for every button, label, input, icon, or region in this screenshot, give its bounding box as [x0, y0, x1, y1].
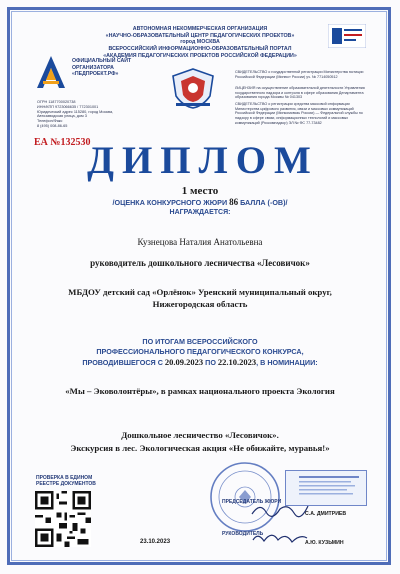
site-line: «ПЕДПРОЕКТ.РФ»: [72, 71, 119, 77]
recipient-position: руководитель дошкольного лесничества «Лесовичок»: [90, 258, 310, 268]
gov-services-logo-icon: [328, 24, 366, 48]
recipient-name: Кузнецова Наталия Анатольевна: [137, 237, 263, 247]
director-name: А.Ю. КУЗЬМИН: [305, 540, 344, 546]
header-line: АВТОНОМНАЯ НЕКОММЕРЧЕСКАЯ ОРГАНИЗАЦИЯ: [132, 26, 268, 32]
org-info-line: 8 (495) 008-86-65: [37, 123, 68, 128]
official-seal-icon: [208, 460, 282, 534]
work-title: Дошкольное лесничество «Лесовичок».: [121, 430, 279, 440]
registry-check-label: [36, 475, 136, 487]
nomination: «Мы – Эковолонтёры», в рамках национального проекта Экология: [65, 386, 335, 396]
official-site-label: [72, 58, 167, 78]
jury-chair-label: ПРЕДСЕДАТЕЛЬ ЖЮРИ: [222, 499, 282, 505]
dates-suffix: , В НОМИНАЦИИ:: [256, 358, 318, 367]
check-line: ПРОВЕРКА В ЕДИНОМ: [36, 475, 93, 481]
org-info-line: Юридический адрес 115280, город Москва,: [37, 109, 114, 114]
header-line: ВСЕРОССИЙСКИЙ ИНФОРМАЦИОННО-ОБРАЗОВАТЕЛЬНЫЙ ПОРТАЛ: [108, 46, 292, 53]
jury-score: [60, 197, 340, 207]
organization-header: [100, 26, 300, 60]
place-label: 1 место: [181, 185, 219, 197]
document-title: ДИПЛОМ: [87, 139, 319, 182]
site-line: ОФИЦИАЛЬНЫЙ САЙТ: [72, 58, 132, 64]
org-info-line: Автозаводская улица, дом 3: [37, 114, 87, 119]
header-line: «НАУЧНО-ОБРАЗОВАТЕЛЬНЫЙ ЦЕНТР ПЕДАГОГИЧЕСКИХ ПРОЕКТОВ»: [105, 32, 295, 39]
dates-mid: ПО: [205, 358, 216, 367]
education-license: ЛИЦЕНЗИЯ на осуществление образовательной деятельности Управления государственного надзора и контроля в сфере образования Департамента образования города Москвы № 041303: [235, 86, 365, 100]
org-info-line: Телефон/Факс: [37, 119, 63, 124]
emblem-icon: [168, 66, 218, 110]
site-line: ОРГАНИЗАТОРА: [72, 64, 114, 71]
qr-code-icon[interactable]: [35, 491, 91, 547]
stamp-lines-icon: [297, 474, 361, 500]
org-info-line: ОГРН 1187700020738: [37, 100, 76, 104]
check-line: РЕЕСТРЕ ДОКУМЕНТОВ: [36, 481, 96, 487]
date-to: 22.10.2023: [217, 357, 257, 367]
work-description: Экскурсия в лес. Экологическая акция «Не обижайте, муравья!»: [70, 443, 330, 453]
results-line: ПО ИТОГАМ ВСЕРОССИЙСКОГО: [142, 337, 258, 346]
academy-logo-icon: [34, 54, 68, 90]
registry-stamp-graphic: [294, 474, 364, 502]
dates-prefix: ПРОВОДИВШЕГОСЯ С: [82, 358, 163, 367]
registration-certificate: СВИДЕТЕЛЬСТВО о государственной регистрации Министерства юстиции Российской Федерации (Минюст России) уч. № 7714050512: [235, 70, 364, 79]
score-prefix: /ОЦЕНКА КОНКУРСНОГО ЖЮРИ: [112, 198, 228, 207]
header-line: город МОСКВА: [180, 39, 220, 46]
jury-chair-name: С.А. ДМИТРИЕВ: [305, 511, 347, 517]
organization-line: МБДОУ детский сад «Орлёнок» Уренский муниципальный округ,: [68, 287, 332, 297]
serial-number: ЕА №132530: [34, 137, 91, 148]
director-label: РУКОВОДИТЕЛЬ: [222, 531, 264, 537]
org-info-line: ИНН/КПП 9723066635 / 772301001: [37, 104, 99, 109]
director-signature-icon: [250, 528, 310, 546]
date-from: 20.09.2023: [164, 357, 204, 367]
results-line: ПРОФЕССИОНАЛЬНОГО ПЕДАГОГИЧЕСКОГО КОНКУРСА,: [96, 347, 304, 356]
registry-stamp: [285, 470, 367, 506]
organization-region: Нижегородская область: [152, 299, 248, 309]
score-value: 86: [229, 197, 239, 207]
organization-details: [37, 100, 127, 129]
awarded-label: НАГРАЖДАЕТСЯ:: [169, 209, 231, 216]
media-certificate: СВИДЕТЕЛЬСТВО о регистрации средства массовой информации Министерства цифрового развития, связи и массовых коммуникаций Российской Федерации (Минкомсвязь России) — Федеральной службы по надзору в сфере связи, информационных технологий и массовых коммуникаций (Роскомнадзор) ЭЛ № ФС 77-73482: [235, 102, 363, 125]
score-suffix: БАЛЛА (-ОВ)/: [240, 198, 288, 207]
issue-date: 23.10.2023: [140, 539, 171, 545]
contest-dates: [40, 357, 360, 367]
header-line: «АКАДЕМИЯ ПЕДАГОГИЧЕСКИХ ПРОЕКТОВ РОССИЙСКОЙ ФЕДЕРАЦИИ»: [103, 52, 297, 59]
